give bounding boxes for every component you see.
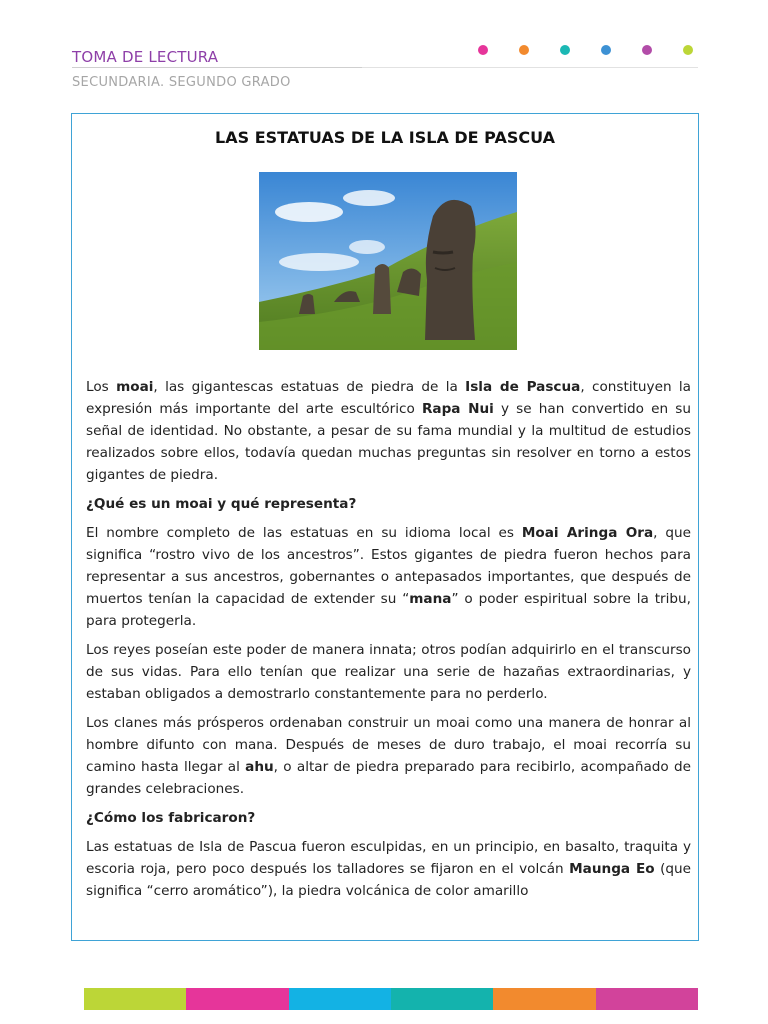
heading-how-made: ¿Cómo los fabricaron? [86, 810, 256, 826]
text-run: y se han convertido en su señal de identidad. No obstante, a pesar de su fama mundial y la multitud de estudios realizados sobre ellos, todavía quedan muchas preguntas sin resolver en torno a estos gigantes de piedra. [86, 401, 691, 483]
decorative-dot [519, 45, 529, 55]
header-rule-light [362, 67, 698, 68]
decorative-dot [560, 45, 570, 55]
text-run: Los reyes poseían este poder de manera innata; otros podían adquirirlo en el transcurso de sus vidas. Para ello tenían que realizar una serie de hazañas extraordinarias, y estaban obligados a demostrarlo constantemente para no perderlo. [86, 642, 691, 702]
text-run: ” o poder espiritual sobre la tribu, para protegerla. [86, 591, 691, 629]
decorative-dot [601, 45, 611, 55]
decorative-dot [478, 45, 488, 55]
header-rule [72, 67, 362, 68]
text-run: , o altar de piedra preparado para recibirlo, acompañado de grandes celebraciones. [86, 759, 691, 797]
text-run: Los [86, 379, 117, 395]
footer-color-segment [391, 988, 493, 1010]
paragraph-name [86, 522, 691, 632]
bold-term: moai [116, 379, 154, 395]
paragraph-materials [86, 836, 691, 902]
footer-color-bar [84, 988, 698, 1010]
paragraph-kings [86, 639, 691, 705]
text-run: Los clanes más prósperos ordenaban construir un moai como una manera de honrar al hombre difunto con mana. Después de meses de duro trabajo, el moai recorría su camino hasta llegar al [86, 715, 691, 775]
text-run: El nombre completo de las estatuas en su idioma local es [86, 525, 522, 541]
heading-what-is-moai: ¿Qué es un moai y qué representa? [86, 496, 357, 512]
text-run: , las gigantescas estatuas de piedra de la [153, 379, 466, 395]
reading-frame [71, 113, 699, 941]
paragraph-clans [86, 712, 691, 800]
bold-term: mana [409, 591, 452, 607]
footer-color-segment [84, 988, 186, 1010]
decorative-dots [478, 45, 698, 57]
bold-term: Isla de Pascua [465, 379, 581, 395]
text-run: (que significa “cerro aromático”), la piedra volcánica de color amarillo [86, 861, 691, 899]
footer-color-segment [596, 988, 698, 1010]
text-run: Las estatuas de Isla de Pascua fueron esculpidas, en un principio, en basalto, traquita y escoria roja, pero poco después los talladores se fijaron en el volcán [86, 839, 691, 877]
moai-photo [259, 172, 517, 350]
decorative-dot [683, 45, 693, 55]
paragraph-intro [86, 376, 691, 486]
article-body [86, 376, 691, 909]
header-subtitle: SECUNDARIA. SEGUNDO GRADO [72, 75, 291, 90]
decorative-dot [642, 45, 652, 55]
bold-term: ahu [245, 759, 274, 775]
footer-color-segment [186, 988, 288, 1010]
footer-color-segment [493, 988, 595, 1010]
bold-term: Rapa Nui [421, 401, 494, 417]
text-run: , que significa “rostro vivo de los ancestros”. Estos gigantes de piedra fueron hechos para representar a sus ancestros, gobernantes o antepasados importantes, que después de muertos tenían la capacidad de extender su “ [86, 525, 691, 607]
bold-term: Moai Aringa Ora [521, 525, 654, 541]
document-title: LAS ESTATUAS DE LA ISLA DE PASCUA [215, 128, 555, 147]
text-run: , constituyen la expresión más importante del arte escultórico [86, 379, 692, 417]
footer-color-segment [289, 988, 391, 1010]
header-title: TOMA DE LECTURA [72, 48, 219, 66]
bold-term: Maunga Eo [569, 861, 655, 877]
